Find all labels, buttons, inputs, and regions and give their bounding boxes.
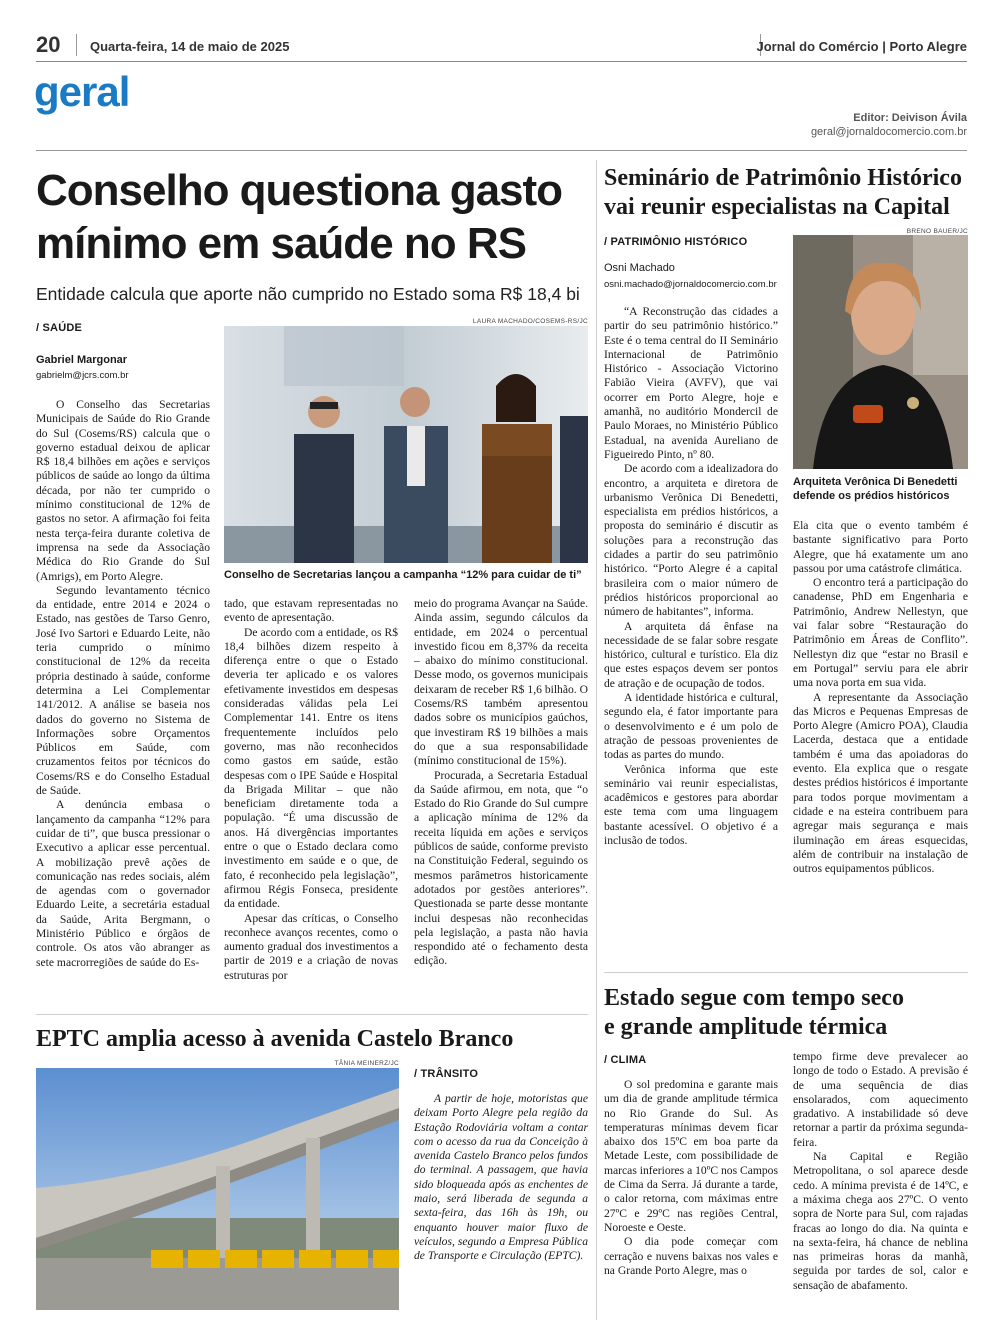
header-rule: [36, 61, 967, 62]
weather-headline-line2: e grande amplitude térmica: [604, 1014, 888, 1040]
paragraph: O sol predomina e garante mais um dia de grande amplitude térmica no Rio Grande do Sul. As temperaturas mínimas devem ficar abaixo dos 15ºC em boa parte da Metade Leste, com possibilidade de marcas inferiores a 10ºC nos Campos de Cima da Serra. Já durante a tarde, o calor retorna, com máximas entre 27ºC e 29ºC nas regiões Central, Noroeste e Oeste.: [604, 1078, 778, 1234]
paragraph: meio do programa Avançar na Saúde. Ainda assim, segundo cálculos da entidade, em 2024 o percentual investido ficou em 8,37% da receita – abaixo do mínimo constitucional. Desse modo, os governos municipais deixaram de receber R$ 1,6 bilhão. O Cosems/RS também apresentou dados sobre os municípios gaúchos, que investiram R$ 19 bilhões a mais do que a sua responsabilidade (mínimo constitucional de 15%).: [414, 597, 588, 768]
paragraph: A arquiteta dá ênfase na necessidade de se falar sobre resgate histórico, cultural e turístico. Ela diz que estes espaços devem ser pontos de atração e de ocupação de todos.: [604, 619, 778, 690]
seminar-headline-line1: Seminário de Patrimônio Histórico: [604, 165, 962, 191]
conference-photo: [224, 326, 588, 563]
weather-headline: [604, 984, 969, 1042]
header-divider: [76, 34, 77, 56]
weather-body-col2: [793, 1050, 968, 1293]
overpass-photo: [36, 1068, 399, 1310]
main-headline-line1: Conselho questiona gasto: [36, 166, 563, 215]
portrait-photo: [793, 235, 968, 469]
eptc-headline: EPTC amplia acesso à avenida Castelo Branco: [36, 1026, 514, 1052]
main-body-col2: [224, 597, 398, 983]
seminar-author-email: osni.machado@jornaldocomercio.com.br: [604, 279, 777, 290]
paragraph: A identidade histórica e cultural, segundo ela, é fator importante para o desenvolvimento e é um polo de atração de pessoas provenientes de todas as partes do mundo.: [604, 691, 778, 762]
main-body-col1: [36, 398, 210, 970]
eptc-body: [414, 1092, 588, 1264]
main-headline-line2: mínimo em saúde no RS: [36, 219, 526, 268]
column-divider: [596, 160, 597, 1320]
section-rule: [36, 150, 967, 151]
paragraph: Segundo levantamento técnico da entidade, entre 2014 e 2024 o Estado, nas gestões de Tarso Genro, José Ivo Sartori e Eduardo Leite, não teria cumprido o mínimo constitucional de 12% da receita própria destinado à saúde, conforme determina a Lei Complementar 141/2012. A análise se baseia nos dados do governo no Sistema de Informações sobre Orçamentos Públicos em Saúde, com cruzamentos feitos por técnicos do Cosems/RS e do Conselho Estadual de Saúde.: [36, 583, 210, 798]
main-body-col3: [414, 597, 588, 969]
paragraph: O Conselho das Secretarias Municipais de Saúde do Rio Grande do Sul (Cosems/RS) calcula que o governo estadual deixou de aplicar R$ 18,4 bilhões em ações e serviços públicos de saúde ao longo da última década, por não ter cumprido o mínimo constitucional de 12% de gastos no setor. A afirmação foi feita nesta terça-feira durante coletiva de imprensa na sede da Associação Médica do Rio Grande do Sul (Amrigs), em Porto Alegre.: [36, 398, 210, 583]
eptc-photo: [36, 1068, 399, 1310]
main-subheadline: Entidade calcula que aporte não cumprido no Estado soma R$ 18,4 bi: [36, 284, 580, 304]
seminar-body-col2: [793, 519, 968, 876]
paragraph: Apesar das críticas, o Conselho reconhece avanços recentes, como o aumento gradual dos investimentos a partir de 2019 e a criação de novas estruturas por: [224, 911, 398, 982]
eptc-kicker: / TRÂNSITO: [414, 1068, 479, 1080]
eptc-top-rule: [36, 1014, 588, 1015]
eptc-photo-credit: TÂNIA MEINERZ/JC: [334, 1060, 399, 1067]
paragraph: De acordo com a entidade, os R$ 18,4 bilhões dizem respeito à diferença entre o que o Estado deveria ter aplicado e os valores efetivamente investidos em despesas consideradas válidas pela Lei Complementar 141. Entre os itens frequentemente incluídos pelo governo, mas não reconhecidos como gastos em saúde, estão despesas com o IPE Saúde e Hospital da Brigada Militar – que não beneficiam diretamente toda a população. “É uma discussão de anos. Há divergências importantes entre o que o Estado declara como investimento em saúde e o que, de fato, é reconhecido pela legislação”, afirmou Régis Fonseca, presidente da entidade.: [224, 625, 398, 911]
paragraph: tempo firme deve prevalecer ao longo de todo o Estado. A previsão é de uma sequência de dias ensolarados, com aquecimento gradativo. A instabilidade só deve retornar a partir da próxima segunda-feira.: [793, 1050, 968, 1149]
page-date: Quarta-feira, 14 de maio de 2025: [90, 39, 290, 54]
editor-email: geral@jornaldocomercio.com.br: [810, 126, 967, 138]
paragraph: De acordo com a idealizadora do encontro, a arquiteta e diretora de urbanismo Verônica Di Benedetti, especialista em prédios históricos, a proposta do seminário é discutir as soluções para a reconstrução das cidades a partir do seu patrimônio histórico. “Porto Alegre é a capital brasileira com o maior número de prédios históricos proporcional ao número de habitantes”, informa.: [604, 462, 778, 619]
seminar-kicker: / PATRIMÔNIO HISTÓRICO: [604, 236, 748, 248]
seminar-photo: [793, 235, 968, 469]
main-author: Gabriel Margonar: [36, 354, 128, 366]
seminar-photo-credit: BRENO BAUER/JC: [906, 228, 968, 235]
seminar-author: Osni Machado: [604, 262, 675, 274]
seminar-photo-caption: Arquiteta Verônica Di Benedetti defende os prédios históricos: [793, 476, 958, 502]
weather-kicker: / CLIMA: [604, 1054, 647, 1066]
main-author-email: gabrielm@jcrs.com.br: [36, 370, 129, 381]
section-label: geral: [34, 68, 130, 115]
paragraph: A partir de hoje, motoristas que deixam Porto Alegre pela região da Estação Rodoviária voltam a contar com o acesso da rua da Conceição à avenida Castelo Branco pelos fundos do terminal. A passagem, que havia sido bloqueada após as enchentes de maio, será liberada de segunda a sexta-feira, das 16h às 19h, ou enquanto houver maior fluxo de veículos, segundo a Empresa Pública de Transporte e Circulação (EPTC).: [414, 1092, 588, 1263]
editor-name: Editor: Deivison Ávila: [853, 112, 967, 124]
main-headline: [36, 164, 596, 270]
paragraph: Ela cita que o evento também é bastante significativo para Porto Alegre, que há exatamente um ano passou por uma catástrofe climática.: [793, 519, 968, 575]
paragraph: tado, que estavam representadas no evento de apresentação.: [224, 597, 398, 625]
paragraph: O dia pode começar com cerração e nuvens baixas nos vales e na Grande Porto Alegre, mas o: [604, 1235, 778, 1277]
paragraph: Procurada, a Secretaria Estadual da Saúde afirmou, em nota, que “o Estado do Rio Grande do Sul cumpre a aplicação mínima de 12% da receita líquida em ações e serviços públicos de saúde, conforme previsto na Constituição Federal, seguindo os mesmos parâmetros historicamente adotados por gestões anteriores”. Questionada se parte desse montante inclui despesas não reconhecidas pela legislação, a pasta não havia respondido até o fechamento desta edição.: [414, 768, 588, 968]
publication-name: Jornal do Comércio | Porto Alegre: [756, 39, 967, 54]
paragraph: Na Capital e Região Metropolitana, o sol aparece desde cedo. A mínima prevista é de 14ºC, e a máxima chega aos 27ºC. O vento sopra de Norte para Sul, com rajadas fracas ao longo do dia. Na quinta e na sexta-feira, há chance de neblina nas primeiras horas da manhã, seguida por tardes de sol, calor e sensação de abafamento.: [793, 1150, 968, 1292]
paragraph: “A Reconstrução das cidades a partir do seu patrimônio histórico.” Este é o tema central do II Seminário Internacional de Patrimônio Histórico - Associação Victorino Fabião Vieira (AVFV), que vai ocorrer em Porto Alegre, hoje e amanhã, no auditório Mondercil de Paulo Moraes, no Ministério Público Estadual, na avenida Aureliano de Figueiredo Pinto, nº 80.: [604, 305, 778, 461]
main-photo-credit: LAURA MACHADO/COSEMS-RS/JC: [472, 318, 588, 325]
paragraph: O encontro terá a participação do canadense, PhD em Engenharia e Patrimônio, Andrew Nellestyn, que vai falar sobre “Restauração do Patrimônio em Áreas de Conflito”. Nellestyn diz que “estar no Brasil e em Portugal” serviu para ele abrir uma nova porta em sua vida.: [793, 576, 968, 690]
seminar-body-col1: [604, 305, 778, 848]
paragraph: A representante da Associação das Micros e Pequenas Empresas de Porto Alegre (Amicro POA), Claudia Lacerda, destaca que a entidade também é uma das apoiadoras do evento. Ela explica que o resgate destes prédios históricos é importante para todos porque movimentam a cidade e na esteira contribuem para agregar mais segurança e mais iluminação em áreas esquecidas, além de contribuir na instalação de outros equipamentos públicos.: [793, 690, 968, 876]
main-photo-caption: Conselho de Secretarias lançou a campanha “12% para cuidar de ti”: [224, 569, 582, 581]
weather-headline-line1: Estado segue com tempo seco: [604, 985, 904, 1011]
weather-top-rule: [604, 972, 968, 973]
seminar-headline-line2: vai reunir especialistas na Capital: [604, 194, 950, 220]
page-number: 20: [36, 32, 61, 57]
paragraph: Verônica informa que este seminário vai reunir especialistas, acadêmicos e gestores para abordar este tema com uma linguagem bastante acessível. O objetivo é a inclusão de todos.: [604, 762, 778, 847]
paragraph: A denúncia embasa o lançamento da campanha “12% para cuidar de ti”, que busca pressionar o Executivo a aplicar esse percentual. A mobilização prevê ações de comunicação nas redes sociais, além de agendas com o governador Eduardo Leite, a secretária estadual da Saúde, Arita Bergmann, o Ministério Público e órgãos de controle. Os atos vão abranger as sete macrorregiões de saúde do Es-: [36, 798, 210, 969]
seminar-headline: [604, 164, 969, 222]
weather-body-col1: [604, 1078, 778, 1278]
main-photo: [224, 326, 588, 563]
main-kicker: / SAÚDE: [36, 322, 83, 334]
